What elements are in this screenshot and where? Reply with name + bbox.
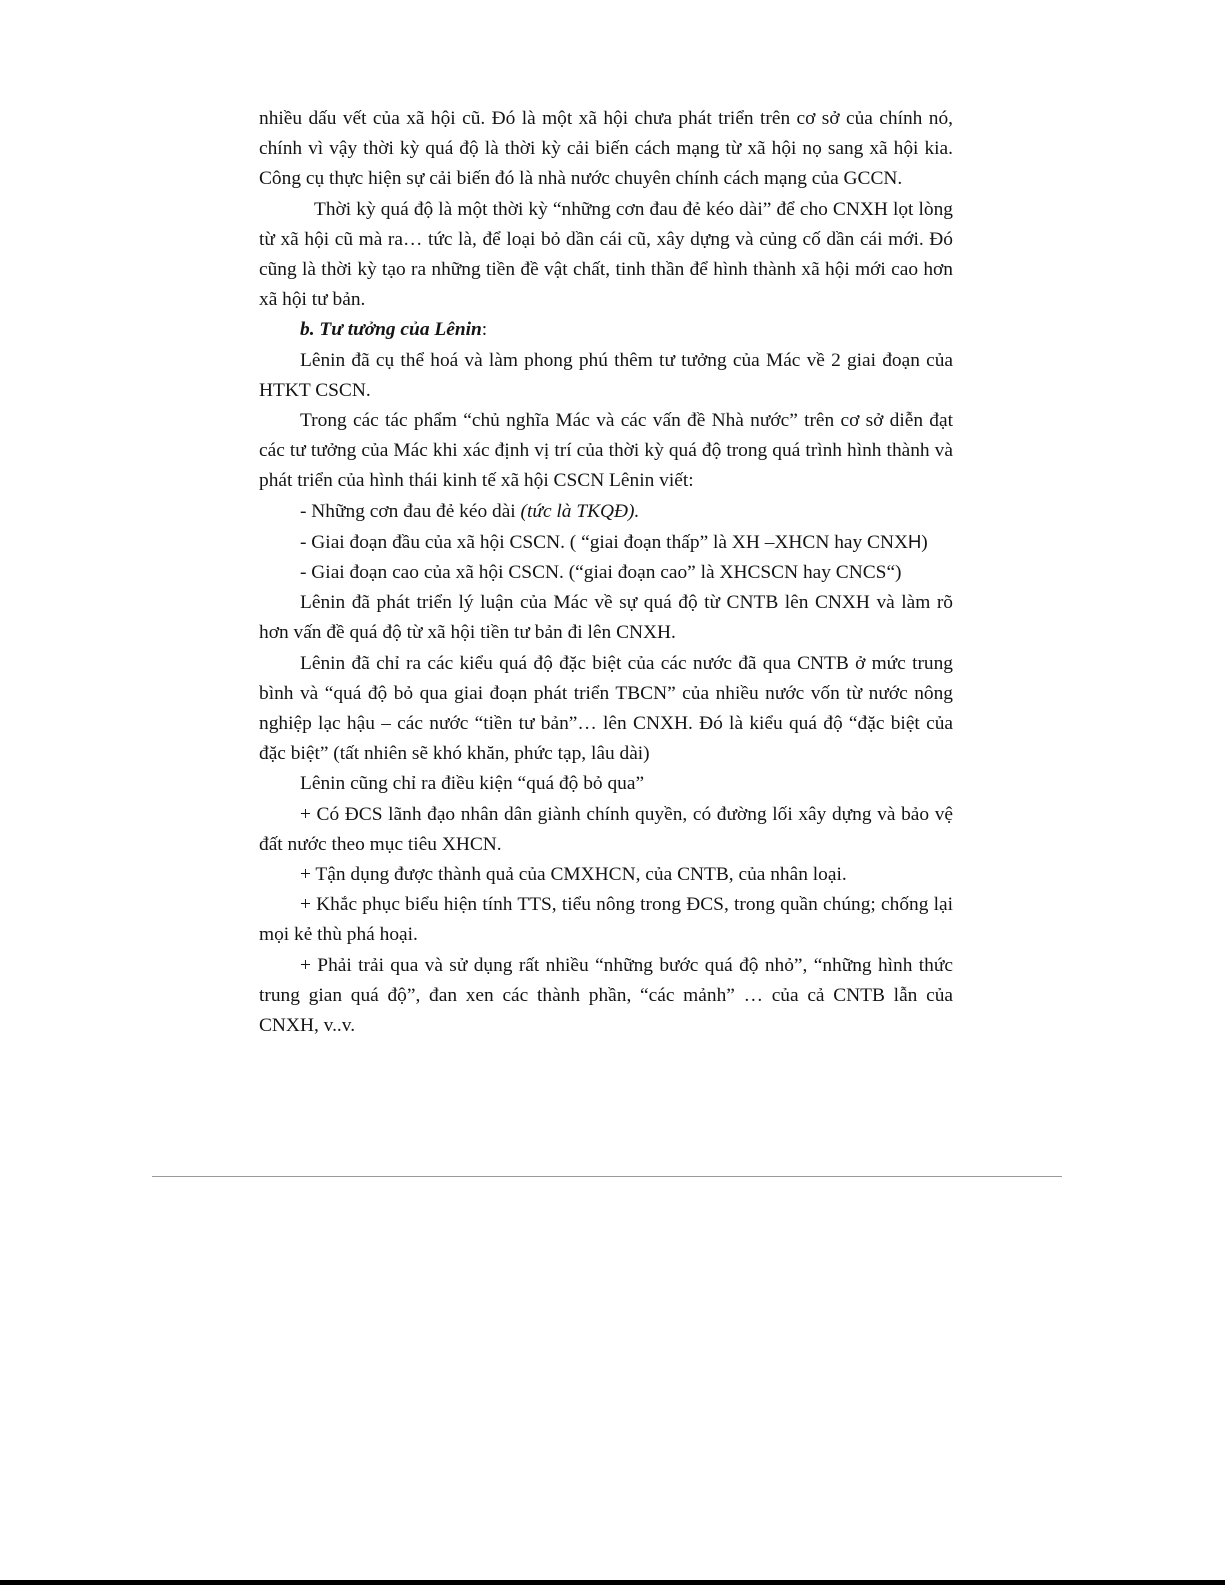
condition-item-1: + Có ĐCS lãnh đạo nhân dân giành chính quyền, có đường lối xây dựng và bảo vệ đất nước theo mục tiêu XHCN. [259, 803, 953, 855]
bullet-item-1-text: - Những cơn đau đẻ kéo dài [300, 500, 521, 522]
document-body [259, 104, 953, 1041]
bullet-item-2-sans-letter: H [907, 530, 922, 552]
section-heading-text: b. Tư tưởng của Lênin [300, 319, 482, 341]
paragraph-lenin-concretize: Lênin đã cụ thể hoá và làm phong phú thêm tư tưởng của Mác về 2 giai đoạn của HTKT CSCN. [259, 349, 953, 401]
bullet-item-1-italic: (tức là TKQĐ). [520, 500, 640, 522]
footer-divider [152, 1176, 1062, 1177]
page-bottom-edge [0, 1580, 1225, 1585]
bullet-item-1 [259, 497, 953, 527]
paragraph-transition-period: Thời kỳ quá độ là một thời kỳ “những cơn đau đẻ kéo dài” để cho CNXH lọt lòng từ xã hội cũ mà ra… tức là, để loại bỏ dần cái cũ, xây dựng và củng cố dần cái mới. Đó cũng là thời kỳ tạo ra những tiền đề vật chất, tinh thần để hình thành xã hội mới cao hơn xã hội tư bản. [259, 198, 953, 311]
paragraph-lenin-works: Trong các tác phẩm “chủ nghĩa Mác và các vấn đề Nhà nước” trên cơ sở diễn đạt các tư tưởng của Mác khi xác định vị trí của thời kỳ quá độ trong quá trình hình thành và phát triển của hình thái kinh tế xã hội CSCN Lênin viết: [259, 410, 953, 492]
paragraph-continuation: nhiều dấu vết của xã hội cũ. Đó là một xã hội chưa phát triển trên cơ sở của chính nó, chính vì vậy thời kỳ quá độ là thời kỳ cải biến cách mạng từ xã hội nọ sang xã hội kia. Công cụ thực hiện sự cải biến đó là nhà nước chuyên chính cách mạng của GCCN. [259, 108, 953, 190]
bullet-item-2 [259, 527, 953, 558]
paragraph-conditions-intro: Lênin cũng chỉ ra điều kiện “quá độ bỏ qua” [300, 773, 645, 795]
paragraph-lenin-development: Lênin đã phát triển lý luận của Mác về sự quá độ từ CNTB lên CNXH và làm rõ hơn vấn đề quá độ từ xã hội tiền tư bản đi lên CNXH. [259, 592, 953, 644]
condition-item-2: + Tận dụng được thành quả của CMXHCN, của CNTB, của nhân loại. [300, 864, 847, 886]
section-heading-colon: : [481, 319, 488, 341]
section-heading [259, 315, 953, 345]
paragraph-transition-types: Lênin đã chỉ ra các kiểu quá độ đặc biệt của các nước đã qua CNTB ở mức trung bình và “quá độ bỏ qua giai đoạn phát triển TBCN” của nhiều nước vốn từ nước nông nghiệp lạc hậu – các nước “tiền tư bản”… lên CNXH. Đó là kiểu quá độ “đặc biệt của đặc biệt” (tất nhiên sẽ khó khăn, phức tạp, lâu dài) [259, 652, 953, 765]
bullet-item-2-text: - Giai đoạn đầu của xã hội CSCN. ( “giai đoạn thấp” là XH –XHCN hay CNX [300, 531, 908, 553]
condition-item-4: + Phải trải qua và sử dụng rất nhiều “những bước quá độ nhỏ”, “những hình thức trung gian quá độ”, đan xen các thành phần, “các mảnh” … của cả CNTB lẫn của CNXH, v..v. [259, 954, 953, 1037]
condition-item-3: + Khắc phục biểu hiện tính TTS, tiểu nông trong ĐCS, trong quần chúng; chống lại mọi kẻ thù phá hoại. [259, 894, 953, 946]
bullet-item-2-close: ) [921, 531, 928, 553]
bullet-item-3: - Giai đoạn cao của xã hội CSCN. (“giai đoạn cao” là XHCSCN hay CNCS“) [300, 562, 902, 584]
